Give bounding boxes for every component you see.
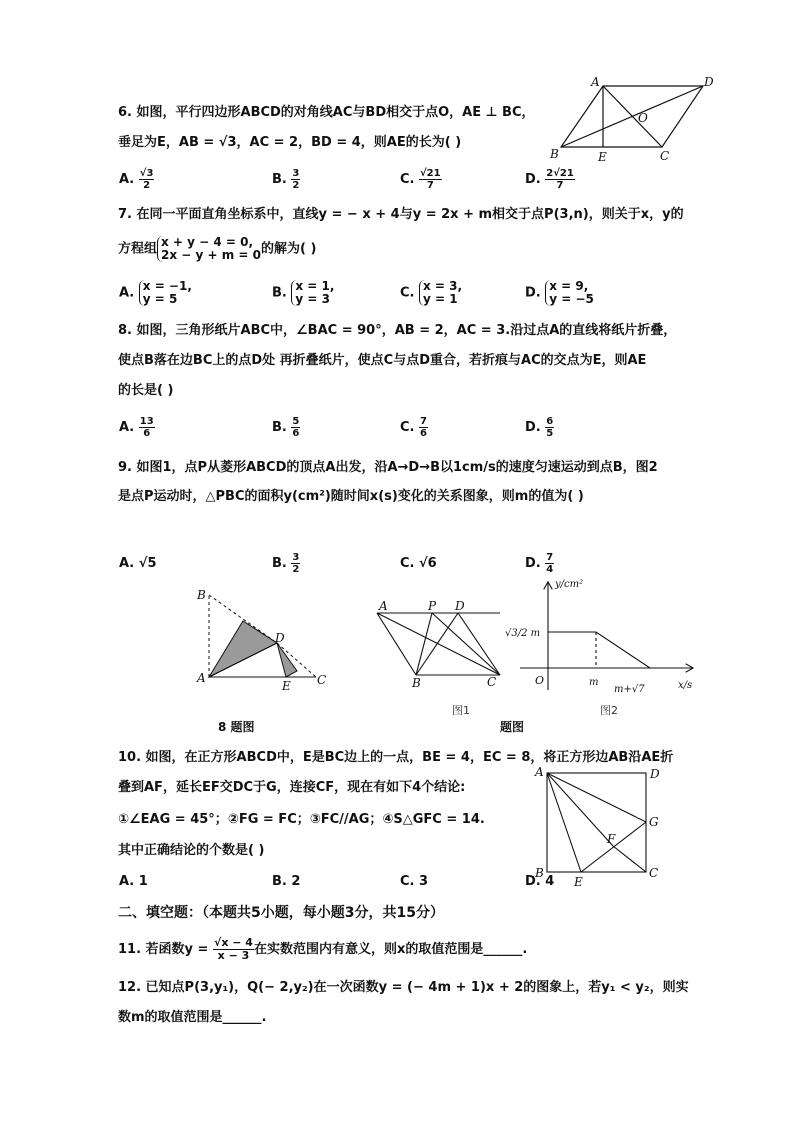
q6-label-c: C	[660, 149, 670, 163]
q10-label-c: C	[649, 866, 659, 880]
q8-label-e: E	[282, 679, 291, 693]
q10-label-d: D	[650, 767, 660, 781]
q10-label-g: G	[649, 815, 659, 829]
q10-label-b: B	[535, 866, 544, 880]
q10-option-b: B. 2	[272, 874, 301, 889]
q8-line3: 的长是( )	[118, 383, 174, 398]
q10-line1: 10. 如图，在正方形ABCD中，E是BC边上的一点，BE = 4，EC = 8，将正方形边AB沿AE折	[118, 750, 674, 765]
q9-graph-y-level: √3/2 m	[505, 628, 541, 639]
q6-option-b: B. $\frac{3}{2}$	[272, 168, 300, 191]
q9-line2: 是点P运动时，△PBC的面积y(cm²)随时间x(s)变化的关系图象，则m的值为( )	[118, 489, 584, 504]
q9-fig1-label-p: P	[428, 599, 437, 613]
q6-line1: 6. 如图，平行四边形ABCD的对角线AC与BD相交于点O，AE ⊥ BC，	[118, 105, 535, 120]
section2-title: 二、填空题：（本题共5小题，每小题3分，共15分）	[118, 905, 444, 921]
q9-fig1-label-c: C	[487, 675, 497, 689]
q9-graph-x-tick-m-sqrt7: m+√7	[614, 684, 645, 695]
q10-label-e: E	[574, 875, 583, 889]
q6-option-a: A. $\frac{√3}{2}$	[119, 168, 154, 191]
q7-option-c: C. x = 3, y = 1	[400, 279, 463, 306]
q10-line2: 叠到AF，延长EF交DC于G，连接CF，现在有如下4个结论:	[118, 780, 466, 795]
q7-option-d: D. x = 9, y = −5	[525, 279, 594, 306]
q9-option-c: C. √6	[400, 556, 437, 571]
q6-label-d: D	[704, 75, 714, 89]
q11-line: 11. 若函数y = $\frac{√x - 4}{x - 3}$ 在实数范围内有意义，则x的取值范围是______.	[118, 936, 528, 962]
q8-figure-caption: 8 题图	[218, 720, 255, 734]
q9-figure-caption: 题图	[500, 720, 525, 734]
q9-line1: 9. 如图1，点P从菱形ABCD的顶点A出发，沿A→D→B以1cm/s的速度匀速运动到点B，图2	[118, 460, 658, 475]
q10-option-d: D. 4	[525, 874, 555, 889]
q12-line2: 数m的取值范围是______.	[118, 1010, 267, 1025]
q9-graph-xlabel: x/s	[678, 680, 693, 691]
q8-label-b: B	[197, 588, 206, 602]
q10-line3: ①∠EAG = 45°；②FG = FC；③FC//AG；④S△GFC = 14.	[118, 812, 485, 827]
q6-line2: 垂足为E，AB = √3，AC = 2，BD = 4，则AE的长为( )	[118, 135, 462, 150]
q9-fig1-label-a: A	[379, 599, 388, 613]
q8-option-c: C. $\frac{7}{6}$	[400, 416, 427, 439]
q9-option-d: D. $\frac{7}{4}$	[525, 552, 554, 575]
q6-label-e: E	[598, 150, 607, 164]
q10-label-a: A	[535, 765, 544, 779]
q8-option-a: A. $\frac{13}{6}$	[119, 416, 154, 439]
q6-label-a: A	[591, 75, 600, 89]
q6-option-d: D. $\frac{2√21}{7}$	[525, 168, 574, 191]
q8-line1: 8. 如图，三角形纸片ABC中，∠BAC = 90°，AB = 2，AC = 3.沿过点A的直线将纸片折叠，	[118, 323, 677, 338]
q9-option-b: B. $\frac{3}{2}$	[272, 552, 300, 575]
q9-graph-ylabel: y/cm²	[555, 579, 584, 590]
q8-option-b: B. $\frac{5}{6}$	[272, 416, 300, 439]
q9-fig2-caption: 图2	[600, 704, 618, 717]
q8-option-d: D. $\frac{6}{5}$	[525, 416, 554, 439]
q10-option-c: C. 3	[400, 874, 429, 889]
q8-label-a: A	[197, 671, 206, 685]
q7-line1: 7. 在同一平面直角坐标系中，直线y = − x + 4与y = 2x + m相交于点P(3,n)，则关于x，y的	[118, 207, 684, 222]
q8-line2: 使点B落在边BC上的点D处 再折叠纸片，使点C与点D重合，若折痕与AC的交点为E，则AE	[118, 353, 647, 368]
q10-option-a: A. 1	[119, 874, 148, 889]
q6-label-b: B	[550, 147, 559, 161]
q10-line4: 其中正确结论的个数是( )	[118, 843, 265, 858]
q9-option-a: A. √5	[119, 556, 157, 571]
q10-label-f: F	[607, 832, 616, 846]
q7-option-b: B. x = 1, y = 3	[272, 279, 335, 306]
q7-line2: 方程组 x + y − 4 = 0, 2x − y + m = 0 的解为( )	[118, 235, 317, 262]
q9-graph-x-tick-m: m	[589, 677, 599, 688]
q6-label-o: O	[638, 111, 648, 125]
q12-line1: 12. 已知点P(3,y₁)，Q(− 2,y₂)在一次函数y = (− 4m + 1)x + 2的图象上，若y₁ < y₂，则实	[118, 980, 689, 995]
q7-option-a: A. x = −1, y = 5	[119, 279, 192, 306]
q9-fig1-caption: 图1	[452, 704, 470, 717]
q9-fig1-label-d: D	[455, 599, 465, 613]
q9-fig1-label-b: B	[412, 676, 421, 690]
q9-graph-origin: O	[535, 674, 545, 687]
q6-option-c: C. $\frac{√21}{7}$	[400, 168, 441, 191]
q8-label-d: D	[275, 631, 285, 645]
q8-label-c: C	[317, 673, 327, 687]
